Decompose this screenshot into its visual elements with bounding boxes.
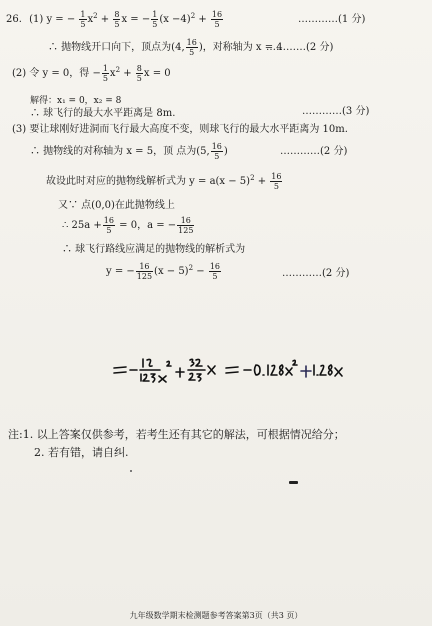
page-footer: 九年级数学期末检测题参考答案第3页（共3 页） [129, 611, 303, 620]
fraction: $\frac{16}{5}$ [211, 10, 223, 29]
part2-conclusion: ∴ 球飞行的最大水平距离是 8m. [30, 108, 176, 119]
part1-vertex-line: ∴ 抛物线开口向下，顶点为(4, $\frac{16}{5}$ )，对称轴为 x = 4 [48, 38, 283, 57]
score-mark: …………(2 分) [282, 268, 350, 279]
score-mark: …………(2 分) [266, 42, 334, 53]
part3-axis-line: ∴ 抛物线的对称轴为 x = 5，顶 点为(5, $\frac{16}{5}$ ) [30, 142, 228, 161]
fraction: $\frac{16}{5}$ [209, 262, 220, 281]
fraction: $\frac{16}{5}$ [186, 38, 197, 57]
fraction: $\frac{16}{5}$ [271, 172, 282, 191]
fraction: $\frac{16}{5}$ [103, 216, 114, 235]
part3-solve-a: ∴ 25a + $\frac{16}{5}$ = 0，a = − $\frac{16}{125}$ [62, 216, 194, 235]
note-2: 2. 若有错，请自纠. [34, 446, 129, 459]
part1-equation: 26. (1) y = − $\frac{1}{5}$ $x^2$ + $\frac{8}{5}$ x = − $\frac{1}{5}$ $(x -4)^2$ + $\frac{16}{5}$ [6, 10, 223, 29]
part3-intro: (3) 要让球刚好进洞而飞行最大高度不变，则球飞行的最大水平距离为 10m. [12, 124, 348, 135]
fraction: $\frac{8}{5}$ [114, 10, 120, 29]
score-mark: …………(2 分) [280, 146, 348, 157]
scan-speck [130, 470, 132, 472]
part2-solution: 解得：x₁ = 0，x₂ = 8 [30, 96, 122, 106]
fraction: $\frac{1}{5}$ [102, 64, 108, 83]
fraction: $\frac{16}{125}$ [136, 262, 153, 281]
part3-final-equation: y = − $\frac{16}{125}$ $(x - 5)^2$ − $\frac{16}{5}$ [106, 262, 220, 281]
part2-equation: (2) 令 y = 0，得 − $\frac{1}{5}$ $x^2$ + $\frac{8}{5}$ x = 0 [12, 64, 171, 83]
handwritten-expansion [112, 350, 372, 390]
scan-speck [289, 481, 298, 484]
note-1: 注:1. 以上答案仅供参考，若考生还有其它的解法，可根据情况给分； [8, 428, 345, 441]
fraction: $\frac{1}{5}$ [80, 10, 86, 29]
problem-number: 26. [6, 14, 22, 25]
fraction: $\frac{8}{5}$ [136, 64, 142, 83]
score-mark: …………(1 分) [298, 14, 366, 25]
part3-conclusion: ∴ 球飞行路线应满足的抛物线的解析式为 [62, 244, 246, 255]
fraction: $\frac{1}{5}$ [152, 10, 158, 29]
part3-point-condition: 又∵ 点(0,0)在此抛物线上 [58, 200, 175, 211]
part3-general-form: 故设此时对应的抛物线解析式为 $y = a(x - 5)^2$ + $\frac{16}{5}$ [46, 172, 282, 191]
fraction: $\frac{16}{125}$ [178, 216, 194, 235]
score-mark: …………(3 分) [302, 106, 370, 117]
fraction: $\frac{16}{5}$ [211, 142, 222, 161]
